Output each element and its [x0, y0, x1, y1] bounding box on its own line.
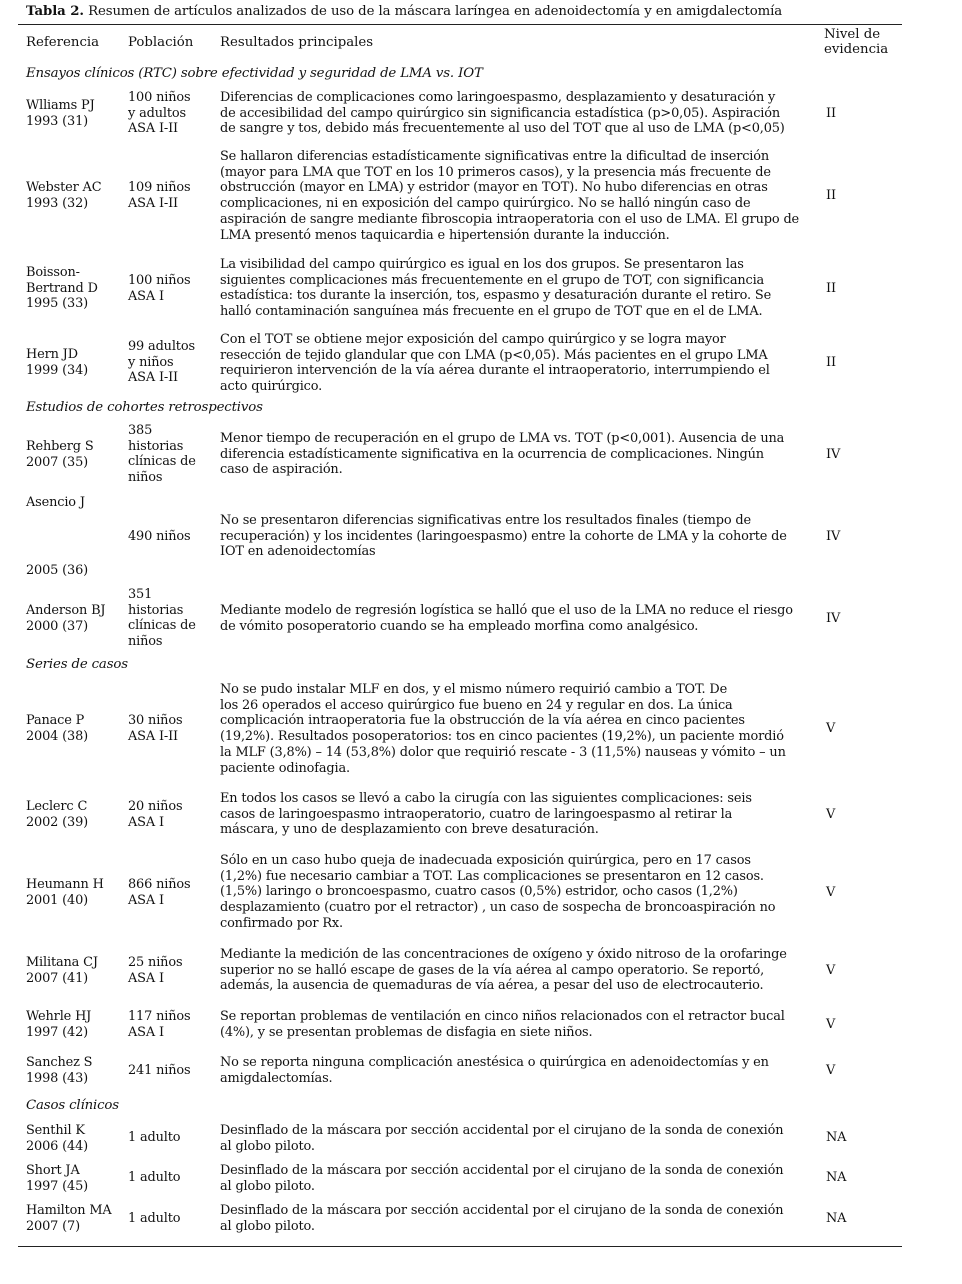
results-cell-line: siguientes complicaciones más frecuentemente en el grupo de TOT, con significancia	[220, 272, 765, 288]
header-evidence-line2: evidencia	[824, 42, 889, 57]
evidence-level-cell: V	[826, 721, 836, 736]
reference-cell-line: 2006 (44)	[26, 1138, 89, 1154]
reference-cell: Asencio J	[26, 495, 85, 510]
results-cell-line: Desinflado de la máscara por sección accidental por el cirujano de la sonda de conexión	[220, 1123, 784, 1138]
population-cell-line: niños	[128, 634, 163, 650]
population-cell	[128, 877, 210, 908]
population-cell-line: 1 adulto	[128, 1211, 181, 1226]
evidence-level-cell: II	[826, 106, 836, 121]
results-cell-line: Se reportan problemas de ventilación en cinco niños relacionados con el retractor bucal	[220, 1009, 785, 1024]
population-cell	[128, 713, 210, 744]
results-cell-line: al globo piloto.	[220, 1218, 315, 1234]
population-cell-line: 117 niños	[128, 1009, 191, 1024]
reference-cell-line: 1999 (34)	[26, 362, 89, 378]
reference-cell-line: 2002 (39)	[26, 814, 89, 830]
population-cell	[128, 423, 210, 486]
header-population: Población	[128, 35, 194, 50]
reference-cell-line: 1997 (42)	[26, 1024, 89, 1040]
reference-cell	[26, 180, 126, 211]
population-cell-line: historias	[128, 438, 184, 454]
population-cell-line: 1 adulto	[128, 1130, 181, 1145]
results-cell-line: (1,2%) fue necesario cambiar a TOT. Las complicaciones se presentaron en 12 casos.	[220, 868, 764, 884]
results-cell-line: acto quirúrgico.	[220, 379, 323, 395]
population-cell-line: 99 adultos	[128, 339, 195, 354]
evidence-level-cell: II	[826, 281, 836, 296]
evidence-level-cell: V	[826, 807, 836, 822]
population-cell-line: 1 adulto	[128, 1170, 181, 1185]
results-cell-line: además, la ausencia de quemaduras de vía aérea, a pesar del uso de electrocauterio.	[220, 978, 764, 994]
results-cell-line: No se reporta ninguna complicación anestésica o quirúrgica en adenoidectomías y en	[220, 1055, 769, 1070]
reference-cell-line: 1997 (45)	[26, 1178, 89, 1194]
population-cell	[128, 1211, 210, 1227]
results-cell-line: complicación intraoperatoria fue la obstrucción de la vía aérea en cinco pacientes	[220, 713, 745, 729]
population-cell	[128, 955, 210, 986]
reference-cell	[26, 877, 126, 908]
population-cell-line: ASA I-II	[128, 370, 178, 386]
results-cell-line: No se pudo instalar MLF en dos, y el mismo número requirió cambio a TOT. De	[220, 682, 728, 697]
results-cell-line: estadística: tos durante la inserción, tos, espasmo y desaturación durante el retiro. Se	[220, 288, 772, 304]
population-cell	[128, 273, 210, 304]
table-caption	[26, 4, 782, 19]
results-cell-line: resección de tejido glandular que con LMA (p<0,05). Más pacientes en el grupo LMA	[220, 347, 768, 363]
reference-cell	[26, 1203, 126, 1234]
results-cell	[220, 1009, 818, 1040]
results-cell-line: Desinflado de la máscara por sección accidental por el cirujano de la sonda de conexión	[220, 1163, 784, 1178]
reference-cell-line: Panace P	[26, 713, 85, 728]
reference-cell-line: Short JA	[26, 1163, 80, 1178]
results-cell-line: paciente odinofagia.	[220, 760, 350, 776]
results-cell-line: caso de aspiración.	[220, 462, 343, 478]
results-cell	[220, 90, 818, 137]
group-heading: Series de casos	[26, 657, 128, 672]
population-cell-line: 100 niños	[128, 90, 191, 105]
results-cell-line: Se hallaron diferencias estadísticamente significativas entre la dificultad de inserción	[220, 149, 770, 164]
results-cell	[220, 1055, 818, 1086]
results-cell-line: superior no se halló escape de gases de la vía aérea al campo operatorio. Se reportó,	[220, 962, 765, 978]
results-cell-line: Mediante la medición de las concentraciones de oxígeno y óxido nitroso de la orofaringe	[220, 947, 787, 962]
results-cell-line: (mayor para LMA que TOT en los 10 primeros casos), y la presencia más frecuente de	[220, 164, 771, 180]
results-cell-line: casos de laringoespasmo intraoperatorio, cuatro de laringoespasmo al retirar la	[220, 806, 733, 822]
population-cell	[128, 587, 210, 650]
group-heading: Ensayos clínicos (RTC) sobre efectividad y seguridad de LMA vs. IOT	[26, 66, 483, 81]
population-cell-line: ASA I	[128, 288, 164, 304]
results-cell-line: En todos los casos se llevó a cabo la cirugía con las siguientes complicaciones: seis	[220, 791, 752, 806]
population-cell-line: 30 niños	[128, 713, 183, 728]
population-cell-line: ASA I	[128, 970, 164, 986]
reference-cell-line: 2001 (40)	[26, 892, 89, 908]
group-heading: Casos clínicos	[26, 1098, 119, 1113]
reference-cell	[26, 1123, 126, 1154]
reference-cell	[26, 1009, 126, 1040]
population-cell	[128, 90, 210, 137]
reference-cell-line: 2007 (41)	[26, 970, 89, 986]
population-cell-line: y niños	[128, 354, 174, 370]
reference-cell-line: Wehrle HJ	[26, 1009, 92, 1024]
reference-cell-line: 2007 (35)	[26, 454, 89, 470]
reference-cell: 2005 (36)	[26, 563, 89, 578]
reference-cell-line: Militana CJ	[26, 955, 98, 970]
results-cell-line: La visibilidad del campo quirúrgico es igual en los dos grupos. Se presentaron las	[220, 257, 744, 272]
population-cell-line: clínicas de	[128, 454, 196, 470]
results-cell-line: IOT en adenoidectomías	[220, 544, 376, 560]
results-cell	[220, 853, 818, 932]
population-cell	[128, 1009, 210, 1040]
results-cell-line: No se presentaron diferencias significativas entre los resultados finales (tiempo de	[220, 513, 751, 528]
population-cell	[128, 799, 210, 830]
results-cell-line: (4%), y se presentan problemas de disfagia en siete niños.	[220, 1024, 593, 1040]
caption-text: Resumen de artículos analizados de uso de la máscara laríngea en adenoidectomía y en amigdalectomía	[88, 4, 783, 19]
results-cell-line: Diferencias de complicaciones como laringoespasmo, desplazamiento y desaturación y	[220, 90, 776, 105]
reference-cell-line: Hamilton MA	[26, 1203, 112, 1218]
results-cell-line: LMA presentó menos taquicardia e hipertensión durante la inducción.	[220, 227, 670, 243]
population-cell	[128, 339, 210, 386]
reference-cell-line: Bertrand D	[26, 280, 98, 296]
results-cell	[220, 1123, 818, 1154]
results-cell	[220, 1203, 818, 1234]
results-cell	[220, 1163, 818, 1194]
population-cell-line: 241 niños	[128, 1063, 191, 1078]
reference-cell-line: Senthil K	[26, 1123, 85, 1138]
population-cell-line: y adultos	[128, 105, 186, 121]
results-cell	[220, 257, 818, 320]
group-heading: Estudios de cohortes retrospectivos	[26, 400, 263, 415]
reference-cell	[26, 955, 126, 986]
results-cell	[220, 603, 818, 634]
evidence-level-cell: NA	[826, 1170, 847, 1185]
results-cell-line: de vómito posoperatorio cuando se ha empleado morfina como analgésico.	[220, 618, 699, 634]
results-cell-line: desplazamiento (cuatro por el retractor) , un caso de sospecha de broncoaspiración no	[220, 900, 776, 916]
population-cell	[128, 529, 210, 545]
reference-cell-line: Hern JD	[26, 347, 78, 362]
results-cell-line: máscara, y uno de desplazamiento con breve desaturación.	[220, 822, 599, 838]
evidence-level-cell: V	[826, 1063, 836, 1078]
population-cell-line: 866 niños	[128, 877, 191, 892]
results-cell-line: confirmado por Rx.	[220, 915, 344, 931]
evidence-level-cell: IV	[826, 447, 841, 462]
results-cell-line: de accesibilidad del campo quirúrgico sin significancia estadística (p>0,05). Aspiración	[220, 105, 781, 121]
results-cell-line: Desinflado de la máscara por sección accidental por el cirujano de la sonda de conexión	[220, 1203, 784, 1218]
population-cell	[128, 1063, 210, 1079]
header-reference: Referencia	[26, 35, 100, 50]
reference-cell-line: Anderson BJ	[26, 603, 106, 618]
header-evidence-line1: Nivel de	[824, 27, 881, 42]
evidence-level-cell: II	[826, 355, 836, 370]
results-cell-line: obstrucción (mayor en LMA) y estridor (mayor en TOT). No hubo diferencias en otras	[220, 180, 768, 196]
evidence-level-cell: NA	[826, 1211, 847, 1226]
results-cell-line: complicaciones, ni en exposición del campo quirúrgico. No se halló ningún caso de	[220, 196, 751, 212]
reference-cell	[26, 439, 126, 470]
caption-label: Tabla 2.	[26, 4, 84, 19]
results-cell-line: diferencia estadísticamente significativa en la ocurrencia de complicaciones. Ningún	[220, 446, 764, 462]
results-cell-line: al globo piloto.	[220, 1178, 315, 1194]
reference-cell-line: Heumann H	[26, 877, 104, 892]
reference-cell-line: 1993 (31)	[26, 113, 89, 129]
population-cell-line: 385	[128, 423, 153, 438]
population-cell-line: 20 niños	[128, 799, 183, 814]
reference-cell-line: 1993 (32)	[26, 195, 89, 211]
results-cell-line: Sólo en un caso hubo queja de inadecuada exposición quirúrgica, pero en 17 casos	[220, 853, 751, 868]
results-cell-line: (1,5%) laringo o broncoespasmo, cuatro casos (0,5%) estridor, ocho casos (1,2%)	[220, 884, 738, 900]
population-cell-line: 100 niños	[128, 273, 191, 288]
population-cell-line: ASA I-II	[128, 121, 178, 137]
population-cell-line: ASA I-II	[128, 728, 178, 744]
population-cell-line: ASA I-II	[128, 195, 178, 211]
reference-cell-line: Sanchez S	[26, 1055, 93, 1070]
results-cell-line: Con el TOT se obtiene mejor exposición del campo quirúrgico y se logra mayor	[220, 332, 726, 347]
evidence-level-cell: V	[826, 963, 836, 978]
results-cell-line: Mediante modelo de regresión logística se halló que el uso de la LMA no reduce el riesgo	[220, 603, 793, 618]
results-cell-line: (19,2%). Resultados posoperatorios: tos en cinco pacientes (19,2%), un paciente mordió	[220, 729, 784, 745]
reference-cell-line: 1998 (43)	[26, 1070, 89, 1086]
reference-cell	[26, 265, 126, 312]
population-cell-line: ASA I	[128, 892, 164, 908]
reference-cell-line: Rehberg S	[26, 439, 94, 454]
evidence-level-cell: V	[826, 885, 836, 900]
reference-cell-line: 2007 (7)	[26, 1218, 80, 1234]
population-cell-line: clínicas de	[128, 618, 196, 634]
population-cell-line: 25 niños	[128, 955, 183, 970]
results-cell-line: Menor tiempo de recuperación en el grupo de LMA vs. TOT (p<0,001). Ausencia de una	[220, 431, 785, 446]
results-cell-line: los 26 operados el acceso quirúrgico fue bueno en 24 y regular en dos. La única	[220, 697, 733, 713]
population-cell-line: niños	[128, 470, 163, 486]
reference-cell	[26, 1163, 126, 1194]
evidence-level-cell: IV	[826, 611, 841, 626]
reference-cell	[26, 98, 126, 129]
reference-cell	[26, 603, 126, 634]
reference-cell	[26, 1055, 126, 1086]
reference-cell-line: Wlliams PJ	[26, 98, 95, 113]
results-cell	[220, 149, 818, 243]
results-cell	[220, 332, 818, 395]
reference-cell	[26, 713, 126, 744]
results-cell-line: aspiración de sangre mediante fibroscopia intraoperatoria con el uso de LMA. El grupo de	[220, 211, 800, 227]
population-cell-line: 490 niños	[128, 529, 191, 544]
population-cell	[128, 1130, 210, 1146]
population-cell	[128, 1170, 210, 1186]
reference-cell	[26, 347, 126, 378]
results-cell-line: halló contaminación sanguínea más frecuente en el grupo de TOT que en el de LMA.	[220, 304, 763, 320]
results-cell-line: de sangre y tos, debido más frecuentemente al uso del TOT que al uso de LMA (p<0,05)	[220, 121, 785, 137]
bottom-rule	[18, 1246, 902, 1247]
results-cell	[220, 947, 818, 994]
reference-cell-line: 1995 (33)	[26, 296, 89, 312]
header-results: Resultados principales	[220, 35, 374, 50]
population-cell-line: 109 niños	[128, 180, 191, 195]
population-cell-line: ASA I	[128, 814, 164, 830]
reference-cell	[26, 799, 126, 830]
population-cell-line: historias	[128, 602, 184, 618]
evidence-level-cell: II	[826, 188, 836, 203]
reference-cell-line: Webster AC	[26, 180, 102, 195]
results-cell	[220, 513, 818, 560]
results-cell	[220, 682, 818, 776]
population-cell-line: 351	[128, 587, 153, 602]
results-cell-line: recuperación) y los incidentes (laringoespasmo) entre la cohorte de LMA y la cohorte de	[220, 528, 787, 544]
evidence-level-cell: NA	[826, 1130, 847, 1145]
results-cell-line: amigdalectomías.	[220, 1070, 333, 1086]
results-cell-line: la MLF (3,8%) – 14 (53,8%) dolor que requirió rescate - 3 (11,5%) nauseas y vómito – un	[220, 744, 786, 760]
reference-cell-line: 2000 (37)	[26, 618, 89, 634]
header-evidence-level	[824, 27, 888, 57]
reference-cell-line: 2004 (38)	[26, 728, 89, 744]
reference-cell-line: Leclerc C	[26, 799, 88, 814]
results-cell-line: requirieron intervención de la vía aérea durante el intraoperatorio, interrumpiendo el	[220, 363, 770, 379]
reference-cell-line: Boisson-	[26, 265, 80, 280]
evidence-level-cell: V	[826, 1017, 836, 1032]
population-cell	[128, 180, 210, 211]
evidence-level-cell: IV	[826, 529, 841, 544]
population-cell-line: ASA I	[128, 1024, 164, 1040]
top-rule	[18, 24, 902, 25]
results-cell	[220, 791, 818, 838]
results-cell	[220, 431, 818, 478]
results-cell-line: al globo piloto.	[220, 1138, 315, 1154]
